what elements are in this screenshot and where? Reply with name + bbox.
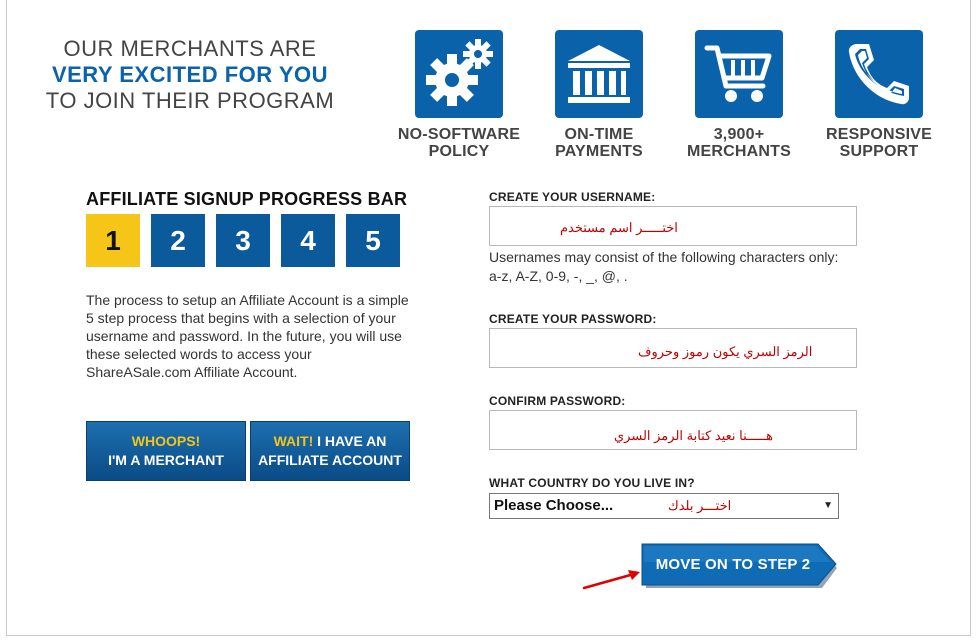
gears-icon xyxy=(415,30,503,118)
password-label: CREATE YOUR PASSWORD: xyxy=(489,312,657,326)
merchant-button-top: WHOOPS! xyxy=(131,433,201,449)
username-annotation: اختـــــر اسم مستخدم xyxy=(560,220,678,235)
affiliate-button-highlight: WAIT! xyxy=(273,433,314,449)
confirm-password-annotation: هـــــنا نعيد كتابة الرمز السري xyxy=(614,428,773,443)
country-label: WHAT COUNTRY DO YOU LIVE IN? xyxy=(489,476,695,490)
feature-responsive-support xyxy=(809,30,949,160)
country-select-value: Please Choose... xyxy=(494,497,614,514)
country-select[interactable] xyxy=(489,493,839,519)
headline xyxy=(40,36,340,114)
progress-step-4: 4 xyxy=(281,214,335,267)
affiliate-button-bottom: AFFILIATE ACCOUNT xyxy=(258,452,402,468)
feature-caption-line-1: ON-TIME xyxy=(564,126,634,143)
headline-line-2: VERY EXCITED FOR YOU xyxy=(51,62,329,87)
process-description: The process to setup an Affiliate Account is a simple 5 step process that begins with a selection of your username and password. In the future, you will use these selected words to access your ShareASale.com Affiliate Account. xyxy=(86,292,409,380)
confirm-password-label: CONFIRM PASSWORD: xyxy=(489,394,626,408)
username-hint: Usernames may consist of the following characters only: a-z, A-Z, 0-9, -, _, @, . xyxy=(489,249,839,284)
move-on-button[interactable] xyxy=(640,543,838,589)
feature-on-time-payments xyxy=(529,30,669,160)
progress-step-3: 3 xyxy=(216,214,270,267)
feature-no-software xyxy=(389,30,529,160)
progress-step-1: 1 xyxy=(86,214,140,267)
phone-icon xyxy=(835,30,923,118)
feature-caption-line-1: NO-SOFTWARE xyxy=(397,126,521,143)
feature-caption-line-2: MERCHANTS xyxy=(686,143,792,160)
affiliate-button-top: I HAVE AN xyxy=(313,433,387,449)
bank-icon xyxy=(555,30,643,118)
feature-merchants xyxy=(669,30,809,160)
feature-caption-line-1: RESPONSIVE xyxy=(825,126,933,143)
progress-step-5: 5 xyxy=(346,214,400,267)
feature-caption-line-1: 3,900+ xyxy=(713,126,765,143)
feature-caption-line-2: POLICY xyxy=(428,143,490,160)
username-label: CREATE YOUR USERNAME: xyxy=(489,190,656,204)
dropdown-arrow-icon: ▼ xyxy=(823,500,833,511)
headline-line-1: OUR MERCHANTS ARE xyxy=(63,36,317,61)
cart-icon xyxy=(695,30,783,118)
headline-line-3: TO JOIN THEIR PROGRAM xyxy=(45,88,335,113)
feature-caption-line-2: SUPPORT xyxy=(839,143,919,160)
progress-steps xyxy=(86,214,400,267)
existing-affiliate-button[interactable] xyxy=(250,421,410,481)
progress-step-2: 2 xyxy=(151,214,205,267)
progress-bar-title: AFFILIATE SIGNUP PROGRESS BAR xyxy=(86,189,408,209)
merchant-button-bottom: I'M A MERCHANT xyxy=(108,452,224,468)
feature-caption-line-2: PAYMENTS xyxy=(555,143,643,160)
password-annotation: الرمز السري يكون رموز وحروف xyxy=(638,344,813,359)
merchant-button[interactable] xyxy=(86,421,246,481)
move-on-button-label: MOVE ON TO STEP 2 xyxy=(655,555,811,573)
country-annotation: اختـــر بلدك xyxy=(668,498,732,513)
red-arrow-icon xyxy=(580,566,644,592)
